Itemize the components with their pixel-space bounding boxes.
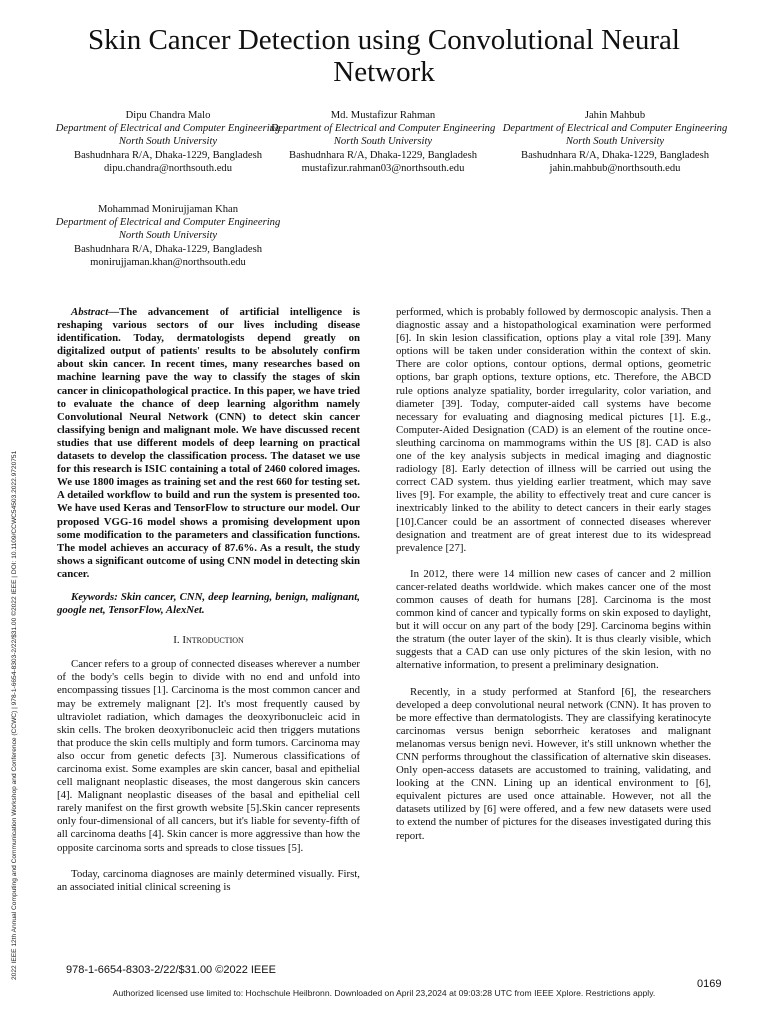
side-citation-text: 2022 IEEE 12th Annual Computing and Communication Workshop and Conference (CCWC) | 978-1-6654-8303-2/22/$31.00 ©2022 IEEE | DOI: 10.1109/CCWC54503.2022.9720751: [11, 450, 18, 980]
footer-copyright: 978-1-6654-8303-2/22/$31.00 ©2022 IEEE: [66, 964, 276, 976]
author-name: Md. Mustafizur Rahman: [330, 110, 436, 121]
author-address: Bashudnhara R/A, Dhaka-1229, Bangladesh: [289, 149, 477, 161]
author-email: mustafizur.rahman03@northsouth.edu: [301, 162, 465, 174]
author-university: North South University: [118, 230, 218, 242]
author-university: North South University: [118, 136, 218, 148]
abstract-label: Abstract: [71, 306, 109, 318]
author-address: Bashudnhara R/A, Dhaka-1229, Bangladesh: [521, 149, 709, 161]
right-column: [396, 306, 711, 843]
body-paragraph: Recently, in a study performed at Stanford [6], the researchers developed a deep convolutional neural network (CNN). It has proven to be more effective than dermatologists. They are classifying keratinocyte carcinomas versus benign seborrheic keratoses and malignant melanomas versus benign nevi. However, it's still unknown whether the CNN performs throughout the classification of alternative skin diseases. Only open-access datasets are accustomed to training, validating, and looking at the CNN. Lining up an identical environment to [6], equivalent pictures are used once attainable. However, not all the datasets utilized by [6] were offered, and a few new datasets were used to extend the number of pictures for the diseases investigated during this report.: [396, 685, 711, 842]
author-name: Dipu Chandra Malo: [125, 110, 211, 121]
body-paragraph: Today, carcinoma diagnoses are mainly determined visually. First, an associated initial clinical screening is: [57, 867, 360, 893]
author-department: Department of Electrical and Computer Engineering: [270, 123, 496, 135]
author-university: North South University: [333, 136, 433, 148]
section-heading: I. Introduction: [173, 634, 244, 647]
author-email: monirujjaman.khan@northsouth.edu: [90, 256, 246, 268]
author-department: Department of Electrical and Computer Engineering: [502, 123, 728, 135]
author-university: North South University: [565, 136, 665, 148]
author-email: jahin.mahbub@northsouth.edu: [549, 162, 681, 174]
abstract-text: —The advancement of artificial intelligence is reshaping various sectors of our lives including disease identification. Today, dermatologists depend greatly on digitalized output of patients' results to be absolutely confirm about skin cancer. In recent times, many researches based on machine learning pave the way to classify the stages of skin cancer in clinicopathological practice. In this paper, we have tried to evaluate the chance of deep learning algorithm namely Convolutional Neural Network (CNN) to detect skin cancer classifying benign and malignant mole. We have discussed recent studies that use different models of deep learning on practical datasets to develop the classification process. The dataset we use for this research is ISIC containing a total of 2460 colored images. We use 1800 images as training set and the rest 660 for testing set. A detailed workflow to build and run the system is presented too. We have used Keras and TensorFlow to structure our model. Our proposed VGG-16 model shows a promising development upon some modification to the parameters and classification functions. The model achieves an accuracy of 87.6%. As a result, the study shows a significant outcome of using CNN model in detecting skin cancer.: [57, 306, 360, 580]
keywords: Keywords: Skin cancer, CNN, deep learning, benign, malignant, google net, TensorFlow, AlexNet.: [57, 590, 360, 617]
author-name: Jahin Mahbub: [584, 110, 646, 121]
author-name: Mohammad Monirujjaman Khan: [97, 204, 239, 215]
license-notice: Authorized licensed use limited to: Hochschule Heilbronn. Downloaded on April 23,2024 at 09:03:28 UTC from IEEE Xplore. Restrictions apply.: [112, 988, 656, 998]
side-citation-note: [6, 250, 22, 980]
author-department: Department of Electrical and Computer Engineering: [55, 217, 281, 229]
author-address: Bashudnhara R/A, Dhaka-1229, Bangladesh: [74, 243, 262, 255]
page-number: 0169: [697, 978, 722, 990]
left-column: [57, 306, 360, 894]
abstract: [57, 306, 360, 581]
body-paragraph: Cancer refers to a group of connected diseases wherever a number of the body's cells begin to divide with no end and unfold into encompassing tissues [1]. Carcinoma is the most common cancer and may be extremely malignant [2]. It's most frequently caused by ultraviolet radiation, which damages the deoxyribonucleic acid in skin cells. The broken deoxyribonucleic acid then triggers mutations that produce the skin cells multiply and form tumors. Carcinoma may also occur from genetic defects [3]. Numerous classifications of carcinoma exist. Some examples are skin cancer, basal and epithelial cell malignant neoplastic diseases, the most dangerous skin cancers [4]. Malignant neoplastic diseases of the basal and epithelial cell rarely manifest on the first growth website [5].Skin cancer represents only four-dimensional of all cancers, but it's liable for seventy-fifth of all carcinoma deaths [4]. Skin cancer is more aggressive than how the opposite carcinoma sorts and spreads to close tissues [5].: [57, 658, 360, 854]
author-department: Department of Electrical and Computer Engineering: [55, 123, 281, 135]
author-block: [53, 109, 283, 175]
author-block: [500, 109, 730, 175]
author-block: [53, 203, 283, 269]
author-block: [268, 109, 498, 175]
body-paragraph: In 2012, there were 14 million new cases of cancer and 2 million cancer-related deaths worldwide. which makes cancer one of the most common causes of death for humans [28]. Carcinoma is the most common kind of cancer and typically forms on skin exposed to daylight, but it will occur on any part of the body [29]. Carcinoma begins within the stratum (the outer layer of the skin). It is thus clearly visible, which suggests that a CAD can use only pictures of the skin lesion, with no alternative information, to present a preliminary designation.: [396, 567, 711, 672]
author-address: Bashudnhara R/A, Dhaka-1229, Bangladesh: [74, 149, 262, 161]
author-email: dipu.chandra@northsouth.edu: [103, 162, 233, 174]
body-paragraph: performed, which is probably followed by dermoscopic analysis. Then a diagnostic assay and a histopathological examination were performed [6]. In skin lesion classification, options play a vital role [39]. Many options will be taken under consideration within the context of skin. There are color options, contour options, dermal options, geometric options, bar graph options, texture options, etc. Therefore, the ABCD rule options analyze spatiality, border irregularity, color variation, and diameter [39]. Today, computer-aided call systems have become necessary for evaluating and diagnosing medical pictures [1]. E.g., Computer-Aided Designation (CAD) is an element of the routine once-sleuthing carcinoma on mammograms within the US [8]. CAD is also one of the key analysis subjects in medical imaging and diagnostic radiology [8]. Early detection of illness will be carried out using the correct CAD system. thus yielding earlier treatment, which may save lives [9]. For example, the ability to effectively treat and cure cancer is inextricably linked to the ability to detect cancers in their early stages [10].Cancer could be an assortment of connected diseases wherever designation and treatment are of great interest due to its widespread prevalence [27].: [396, 306, 711, 554]
paper-title: Skin Cancer Detection using Convolutional Neural Network: [88, 24, 680, 88]
